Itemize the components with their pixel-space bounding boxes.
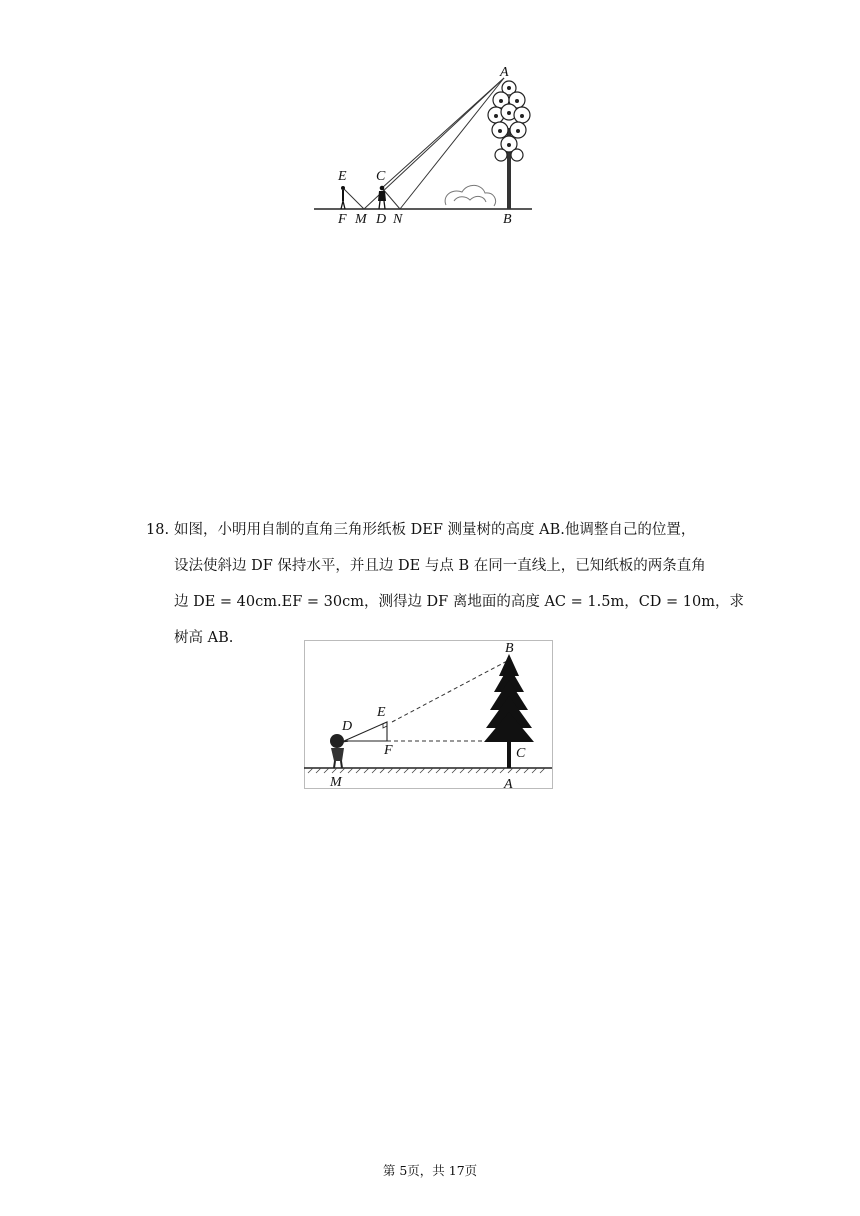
label-b: B (503, 212, 512, 227)
label-a: A (504, 777, 513, 790)
label-f: F (338, 212, 347, 227)
pine-tree-ab (484, 654, 534, 768)
label-d: D (376, 212, 387, 227)
label-f: F (384, 743, 393, 758)
bush (445, 185, 495, 206)
problem-line-2: 设法使斜边 DF 保持水平，并且边 DE 与点 B 在同一直线上，已知纸板的两条直角 (174, 558, 706, 574)
problem-line-3: 边 DE = 40cm.EF = 30cm，测得边 DF 离地面的高度 AC = 1.5m，CD = 10m，求 (174, 594, 744, 610)
label-c: C (516, 746, 526, 761)
label-e: E (338, 169, 347, 184)
label-e: E (377, 705, 386, 720)
line-a-n (400, 78, 504, 209)
tree-ab (488, 81, 530, 209)
problem-line-4: 树高 AB. (174, 630, 234, 646)
person-m (330, 734, 348, 768)
problem-number: 18. (146, 522, 170, 538)
label-n: N (393, 212, 403, 227)
label-m: M (330, 775, 342, 790)
line-e-m (343, 188, 364, 209)
page-footer: 第 5页，共 17页 (382, 1163, 478, 1178)
label-c: C (376, 169, 386, 184)
label-m: M (355, 212, 367, 227)
figure-tree-measurement-1 (310, 60, 540, 230)
label-b: B (505, 641, 514, 656)
problem-line-1: 如图，小明用自制的直角三角形纸板 DEF 测量树的高度 AB.他调整自己的位置， (174, 522, 696, 538)
sight-line-e-b (392, 660, 509, 722)
figure-tree-measurement-2 (304, 640, 554, 790)
label-d: D (342, 719, 353, 734)
line-a-c (382, 78, 504, 188)
label-a: A (500, 65, 509, 80)
